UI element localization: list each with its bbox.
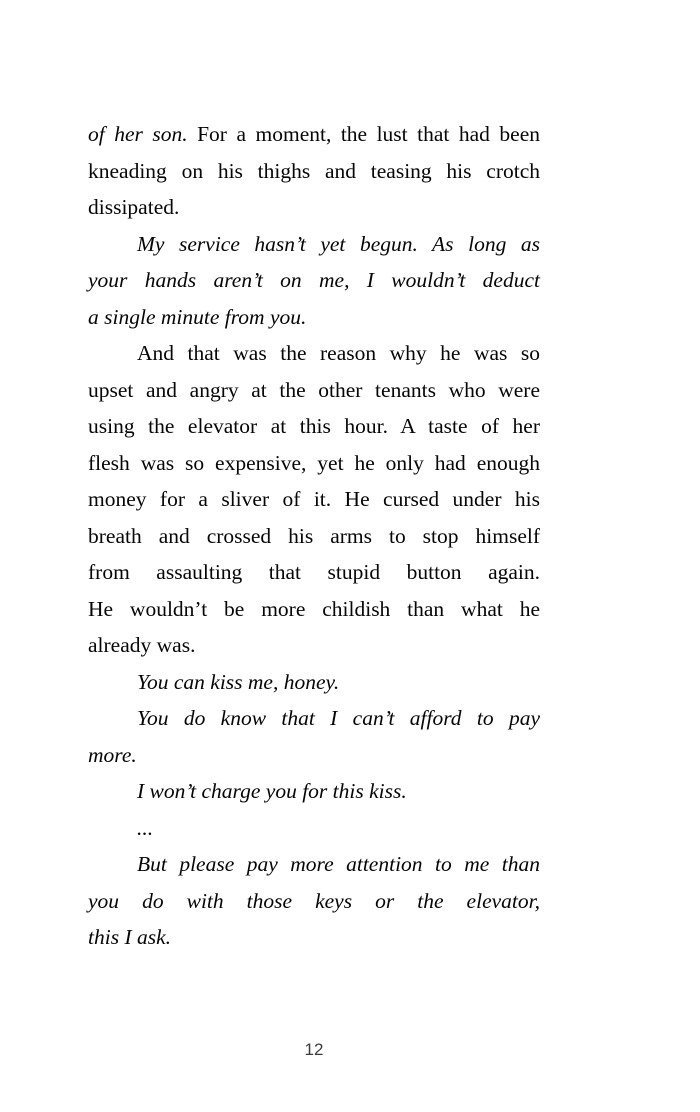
text-line: [88, 335, 540, 372]
page-text: [88, 116, 540, 956]
text-line: [88, 408, 540, 445]
paragraph: [88, 700, 540, 773]
paragraph: [88, 116, 540, 226]
text-segment: I won’t charge you for this kiss.: [137, 779, 407, 803]
text-line: [88, 189, 540, 226]
paragraph: [88, 335, 540, 664]
text-segment: He wouldn’t be more childish than what he: [88, 596, 540, 621]
paragraph: [88, 773, 540, 810]
text-line: [88, 919, 540, 956]
text-line: [88, 116, 540, 153]
text-segment: But please pay more attention to me than: [137, 852, 540, 876]
text-line: [88, 883, 540, 920]
text-segment: a single minute from you.: [88, 304, 307, 329]
text-line: [88, 554, 540, 591]
paragraph: [88, 226, 540, 336]
text-line: [88, 262, 540, 299]
text-segment: you do with those keys or the elevator,: [88, 888, 540, 913]
text-line: [88, 591, 540, 628]
text-line: [88, 737, 540, 774]
text-line: [88, 627, 540, 664]
text-segment: My service hasn’t yet begun. As long as: [137, 231, 540, 256]
text-line: [88, 518, 540, 555]
text-line: [88, 700, 540, 737]
text-segment: this I ask.: [88, 925, 172, 949]
text-segment: kneading on his thighs and teasing his crotch: [88, 158, 540, 183]
text-line: [88, 810, 540, 847]
text-segment: You do know that I can’t afford to pay: [137, 706, 540, 730]
text-segment: money for a sliver of it. He cursed under his: [88, 487, 540, 511]
text-segment: You can kiss me, honey.: [137, 669, 340, 694]
text-line: [88, 664, 540, 701]
text-line: [88, 846, 540, 883]
text-line: [88, 153, 540, 190]
text-line: [88, 773, 540, 810]
page-number: 12: [304, 1040, 324, 1059]
text-line: [88, 299, 540, 336]
text-segment: breath and crossed his arms to stop himself: [88, 523, 540, 548]
text-line: [88, 226, 540, 263]
text-segment: already was.: [88, 633, 196, 657]
text-line: [88, 372, 540, 409]
text-segment: your hands aren’t on me, I wouldn’t deduct: [88, 268, 540, 292]
text-segment: ...: [137, 815, 154, 840]
paragraph: [88, 664, 540, 701]
text-segment: dissipated.: [88, 195, 180, 219]
text-segment: For a moment, the lust that had been: [187, 122, 540, 146]
text-segment: using the elevator at this hour. A taste of her: [88, 414, 540, 438]
text-line: [88, 481, 540, 518]
paragraph: [88, 810, 540, 847]
text-segment: upset and angry at the other tenants who were: [88, 377, 540, 402]
text-segment: And that was the reason why he was so: [137, 341, 540, 365]
text-line: [88, 445, 540, 482]
text-segment: of her son.: [88, 122, 188, 146]
text-segment: from assaulting that stupid button again.: [88, 560, 540, 584]
text-segment: more.: [88, 742, 137, 767]
text-segment: flesh was so expensive, yet he only had enough: [88, 450, 540, 475]
paragraph: [88, 846, 540, 956]
